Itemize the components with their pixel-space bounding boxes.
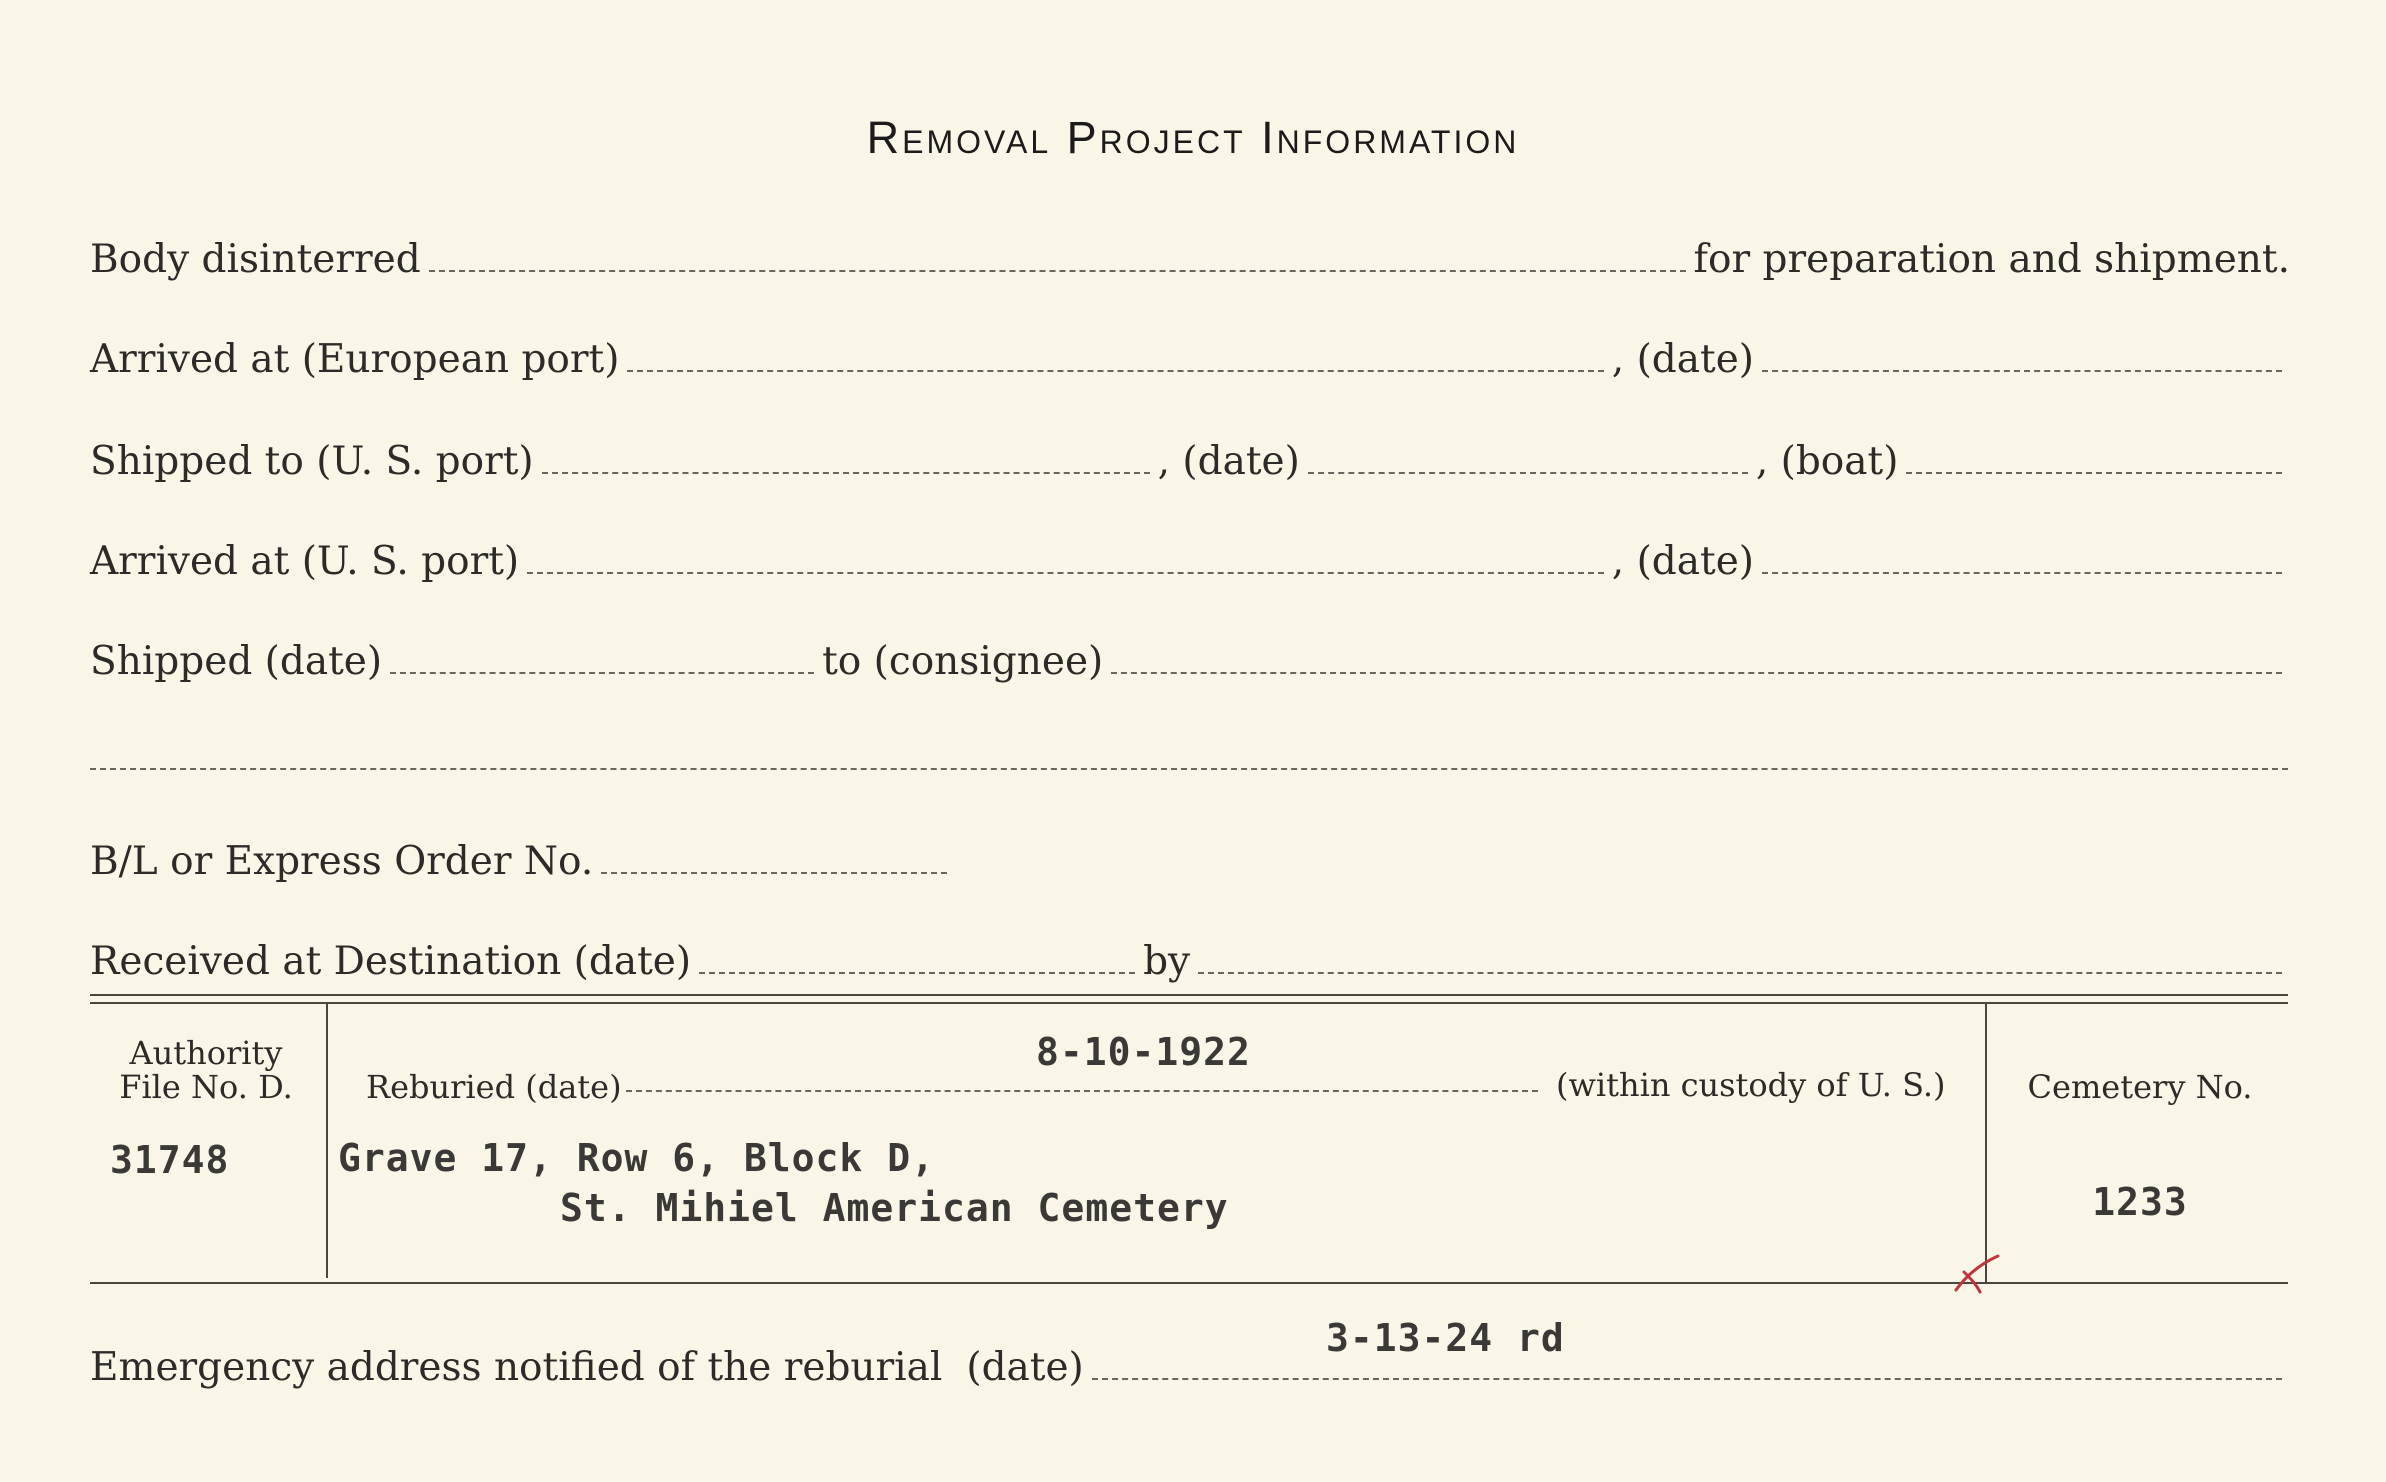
shipped-us-row — [90, 424, 2290, 484]
shipped-date-field[interactable] — [390, 672, 814, 674]
reburied-date-value: 8-10-1922 — [1036, 1030, 1251, 1074]
shipped-date-row — [90, 624, 2290, 684]
emergency-row — [90, 1330, 2290, 1390]
body-disinterred-row — [90, 222, 2290, 282]
received-by-field[interactable] — [1198, 972, 2282, 974]
arrived-european-date-label: , (date) — [1611, 337, 1754, 382]
body-disinterred-field[interactable] — [429, 270, 1686, 272]
arrived-us-label: Arrived at (U. S. port) — [90, 539, 520, 584]
arrived-us-port-field[interactable] — [527, 572, 1604, 574]
authority-file-number: 31748 — [110, 1138, 230, 1182]
shipped-us-port-field[interactable] — [542, 472, 1150, 474]
box-top-rule-inner — [90, 1002, 2288, 1004]
pencil-check-mark-icon — [1950, 1250, 2004, 1296]
shipped-us-label: Shipped to (U. S. port) — [90, 439, 534, 484]
bl-order-field[interactable] — [601, 872, 947, 874]
shipped-us-date-field[interactable] — [1308, 472, 1748, 474]
emergency-date-value: 3-13-24 rd — [1326, 1316, 1565, 1360]
reburied-date-field[interactable] — [626, 1090, 1538, 1092]
bl-order-row — [90, 824, 2290, 884]
consignee-continuation-field[interactable] — [90, 768, 2288, 770]
cemetery-label: Cemetery No. — [2027, 1068, 2253, 1106]
emergency-date-label: (date) — [966, 1345, 1084, 1390]
emergency-label: Emergency address notified of the reburial — [90, 1345, 943, 1390]
page-title: Removal Project Information — [866, 112, 1520, 163]
received-by-label: by — [1143, 939, 1191, 984]
received-date-field[interactable] — [699, 972, 1135, 974]
arrived-european-label: Arrived at (European port) — [90, 337, 620, 382]
authority-label — [95, 1036, 317, 1104]
grave-location-line-1: Grave 17, Row 6, Block D, — [338, 1136, 935, 1180]
authority-label-line-2: File No. D. — [119, 1068, 293, 1106]
shipped-us-date-label: , (date) — [1157, 439, 1300, 484]
consignee-field[interactable] — [1111, 672, 2282, 674]
cemetery-number: 1233 — [2092, 1180, 2188, 1224]
body-disinterred-suffix: for preparation and shipment. — [1693, 237, 2290, 282]
consignee-label: to (consignee) — [822, 639, 1104, 684]
arrived-us-row — [90, 524, 2290, 584]
emergency-date-field[interactable] — [1092, 1378, 2282, 1380]
arrived-european-port-field[interactable] — [627, 370, 1603, 372]
grave-location-line-2: St. Mihiel American Cemetery — [560, 1186, 1229, 1230]
box-top-rule — [90, 994, 2288, 996]
shipped-us-boat-label: , (boat) — [1755, 439, 1899, 484]
custody-label: (within custody of U. S.) — [1556, 1066, 1946, 1104]
bl-order-label: B/L or Express Order No. — [90, 839, 594, 884]
arrived-european-date-field[interactable] — [1762, 370, 2282, 372]
body-disinterred-label: Body disinterred — [90, 237, 421, 282]
received-row — [90, 924, 2290, 984]
shipped-date-label: Shipped (date) — [90, 639, 383, 684]
shipped-us-boat-field[interactable] — [1906, 472, 2282, 474]
box-divider-right — [1985, 1004, 1987, 1282]
box-divider-left — [326, 1004, 328, 1278]
authority-label-line-1: Authority — [129, 1034, 283, 1072]
arrived-european-row — [90, 322, 2290, 382]
reburied-label: Reburied (date) — [366, 1068, 622, 1106]
arrived-us-date-field[interactable] — [1762, 572, 2282, 574]
received-label: Received at Destination (date) — [90, 939, 692, 984]
arrived-us-date-label: , (date) — [1611, 539, 1754, 584]
